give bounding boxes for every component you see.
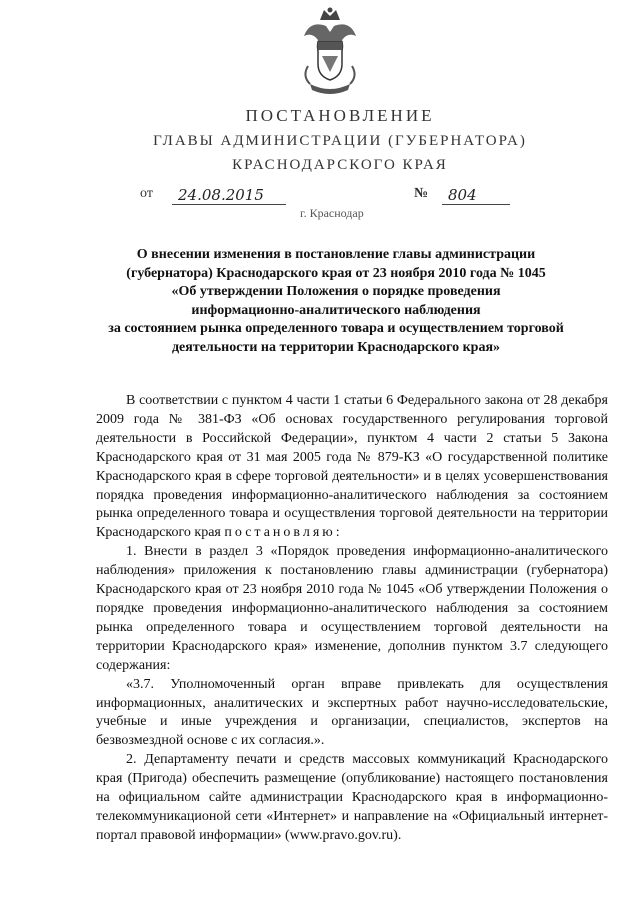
heading-line: деятельности на территории Краснодарского края» [171,339,501,355]
issuer-line-1: ГЛАВЫ АДМИНИСТРАЦИИ (ГУБЕРНАТОРА) [153,133,527,149]
paragraph-text: В соответствии с пунктом 4 части 1 статьи 6 Федерального закона от 28 декабря 2009 года № 381-ФЗ «Об основах государственного регулирования торговой деятельности в Российской Федерации», пунктом 4 части 2 статьи 5 Закона Краснодарского края от 31 мая 2005 года № 879-КЗ «О государственной политике Краснодарского края в сфере торговой деятельности» и в целях усовершенствования порядка проведения информационно-аналитического наблюдения за состоянием рынка определенного товара и осуществления торговой деятельности на территории Краснодарского края [96,393,608,541]
city-label: г. Краснодар [300,206,364,220]
heading-line: за состоянием рынка определенного товара и осуществлением торговой [108,321,564,336]
heading-line: «Об утверждении Положения о порядке проведения [171,284,501,299]
date-value: 24.08.2015 [172,186,286,205]
body-paragraph-3: «3.7. Уполномоченный орган вправе привлекать для осуществления информационных, аналитических и экспертных работ научно-исследовательские, учебные и иные учреждения и организации, специалистов, экспертов на безвозмездной основе с их согласия.». [96,676,608,749]
krasnodar-coat-of-arms-icon [298,6,362,96]
number-value: 804 [442,186,510,205]
date-label: от [140,186,153,201]
document-heading [86,246,586,357]
document-body [96,392,608,846]
heading-line: (губернатора) Краснодарского края от 23 ноября 2010 года № 1045 [126,265,546,281]
number-label: № [414,186,429,201]
issuer-line-2: КРАСНОДАРСКОГО КРАЯ [232,157,448,173]
heading-line: О внесении изменения в постановление главы администрации [136,247,536,262]
body-paragraph-4: 2. Департаменту печати и средств массовых коммуникаций Краснодарского края (Пригода) обеспечить размещение (опубликование) настоящего постановления на официальном сайте администрации Краснодарского края в информационно-телекоммуникационой сети «Интернет» и направление на «Официальный интернет-портал правовой информации» (www.pravo.gov.ru). [96,752,608,843]
document-type-title: ПОСТАНОВЛЕНИЕ [245,106,435,125]
body-paragraph-1 [96,392,608,543]
body-paragraph-2: 1. Внести в раздел 3 «Порядок проведения информационно-аналитического наблюдения» приложения к постановлению главы администрации (губернатора) Краснодарского края от 23 ноября 2010 года № 1045 «Об утверждении Положения о порядке проведения информационно-аналитического наблюдения за состоянием рынка определенного товара и осуществлением торговой деятельности на территории Краснодарского края» изменение, дополнив пунктом 3.7 следующего содержания: [96,544,608,673]
resolution-keyword: постановляю: [224,525,343,541]
heading-line: информационно-аналитического наблюдения [191,302,481,318]
